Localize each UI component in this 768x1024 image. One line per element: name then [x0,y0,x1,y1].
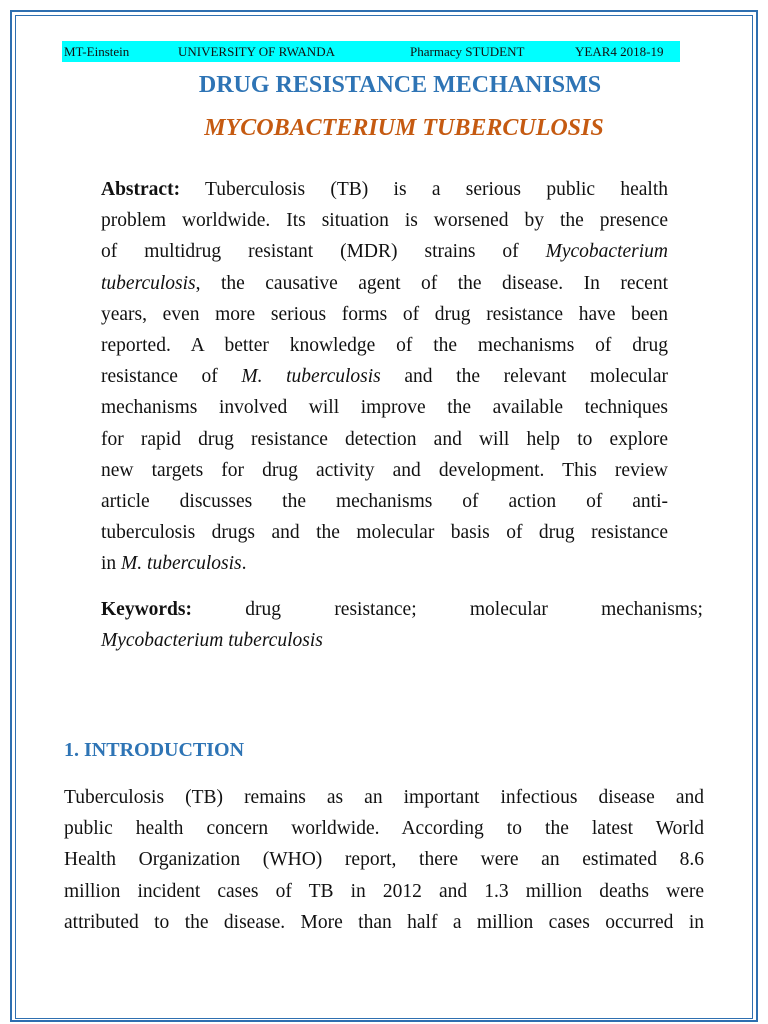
keyword-term: mechanisms; [601,599,703,620]
keyword-term: molecular [469,599,548,620]
abstract-paragraph [101,174,668,580]
document-title: DRUG RESISTANCE MECHANISMS [198,72,602,98]
abstract-italic-term: tuberculosis [101,272,196,294]
abstract-italic-term: M. tuberculosis [241,366,381,388]
section-heading-introduction: 1. INTRODUCTION [64,739,245,761]
abstract-line: , the causative agent of the disease. In recent [195,272,668,294]
keywords-label: Keywords: [101,599,192,620]
abstract-line: reported. A better knowledge of the mechanisms of drug [101,335,668,357]
abstract-line: tuberculosis drugs and the molecular basis of drug resistance [101,522,668,544]
abstract-line: article discusses the mechanisms of action of anti- [101,491,668,513]
abstract-line: Tuberculosis (TB) is a serious public health [180,179,668,200]
abstract-line: of multidrug resistant (MDR) strains of [101,241,546,263]
header-year: YEAR4 2018-19 [575,44,664,59]
abstract-italic-term: Mycobacterium [545,241,668,263]
abstract-line: resistance of [101,366,242,388]
introduction-paragraph [64,782,704,938]
intro-line: Tuberculosis (TB) remains as an important infectious disease and [64,787,704,808]
intro-line: million incident cases of TB in 2012 and 1.3 million deaths were [64,880,704,902]
intro-line: Health Organization (WHO) report, there were an estimated 8.6 [64,849,704,871]
header-author: MT-Einstein [64,44,130,59]
abstract-line: mechanisms involved will improve the available techniques [101,397,668,419]
abstract-label: Abstract: [101,179,181,200]
keywords-paragraph [101,594,703,656]
abstract-line: new targets for drug activity and development. This review [101,459,668,481]
document-subtitle: MYCOBACTERIUM TUBERCULOSIS [204,115,604,141]
keyword-term: Mycobacterium tuberculosis [101,630,323,651]
abstract-line: for rapid drug resistance detection and will help to explore [101,428,668,450]
abstract-line: . [241,553,247,575]
abstract-line: in [101,553,122,575]
abstract-line: and the relevant molecular [380,366,669,388]
abstract-italic-term: M. tuberculosis [121,553,242,575]
intro-line: attributed to the disease. More than half a million cases occurred in [64,911,704,933]
keyword-term: resistance; [334,599,417,620]
intro-line: public health concern worldwide. According to the latest World [64,818,704,840]
page-header [62,41,680,62]
keyword-term: drug [245,599,282,620]
abstract-line: years, even more serious forms of drug resistance have been [101,303,668,325]
header-university: UNIVERSITY OF RWANDA [178,44,335,59]
abstract-line: problem worldwide. Its situation is worsened by the presence [101,210,668,232]
header-student: Pharmacy STUDENT [410,44,525,59]
